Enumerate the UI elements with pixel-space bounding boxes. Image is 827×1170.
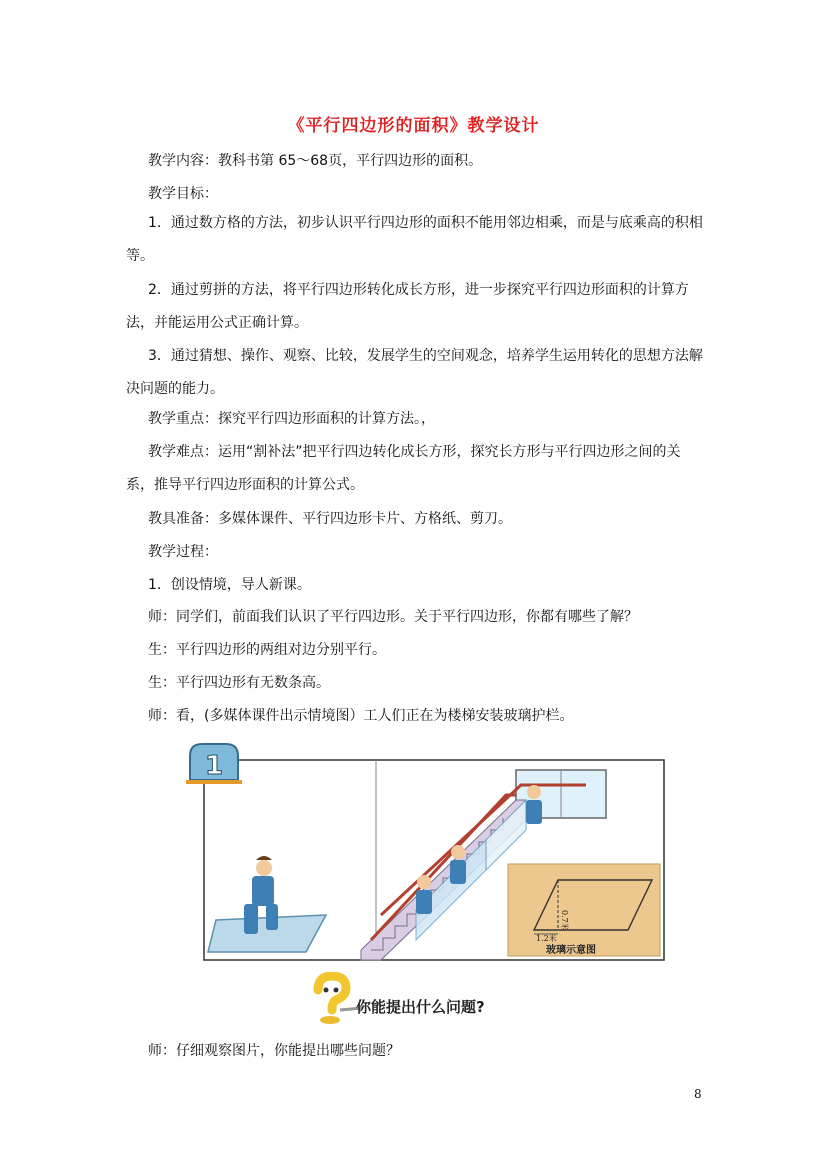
goal-2: 2．通过剪拼的方法，将平行四边形转化成长方形，进一步探究平行四边形面积的计算方法，并能运用公式正确计算。 bbox=[126, 282, 689, 331]
teacher-line-3: 师：仔细观察图片，你能提出哪些问题？ bbox=[148, 1043, 400, 1059]
scene-badge-number: 1 bbox=[204, 751, 224, 781]
goal-1: 1．通过数方格的方法，初步认识平行四边形的面积不能用邻边相乘，而是与底乘高的积相等。 bbox=[126, 215, 703, 264]
stair-glass-scene-illustration bbox=[186, 740, 666, 962]
tools: 教具准备：多媒体课件、平行四边形卡片、方格纸、剪刀。 bbox=[148, 511, 512, 527]
process-heading: 教学过程： bbox=[148, 544, 218, 560]
question-mark-icon bbox=[304, 972, 364, 1026]
step-1: 1．创设情境，导人新课。 bbox=[148, 577, 311, 593]
page-number: 8 bbox=[694, 1087, 702, 1101]
key-point: 教学重点：探究平行四边形面积的计算方法。， bbox=[148, 411, 435, 427]
question-prompt bbox=[304, 972, 534, 1026]
base-label: 1.2米 bbox=[536, 934, 557, 943]
figure-caption: 玻璃示意图 bbox=[546, 945, 596, 956]
question-text: 你能提出什么问题? bbox=[356, 998, 485, 1016]
teacher-line-1: 师：同学们，前面我们认识了平行四边形。关于平行四边形，你都有哪些了解？ bbox=[148, 609, 638, 625]
goals-heading: 教学目标： bbox=[148, 186, 218, 202]
student-line-1: 生：平行四边形的两组对边分别平行。 bbox=[148, 642, 386, 658]
teaching-content: 教学内容：教科书第 65～68页，平行四边形的面积。 bbox=[148, 153, 483, 169]
student-line-2: 生：平行四边形有无数条高。 bbox=[148, 675, 330, 691]
document-title: 《平行四边形的面积》教学设计 bbox=[287, 116, 540, 136]
height-label: 0.7米 bbox=[560, 910, 569, 931]
difficulty: 教学难点：运用“割补法”把平行四边转化成长方形，探究长方形与平行四边形之间的关系，推导平行四边形面积的计算公式。 bbox=[126, 444, 681, 493]
goal-3: 3．通过猜想、操作、观察、比较，发展学生的空间观念，培养学生运用转化的思想方法解决问题的能力。 bbox=[126, 348, 703, 397]
teacher-line-2: 师：看，(多媒体课件出示情境图）工人们正在为楼梯安装玻璃护栏。 bbox=[148, 708, 574, 724]
